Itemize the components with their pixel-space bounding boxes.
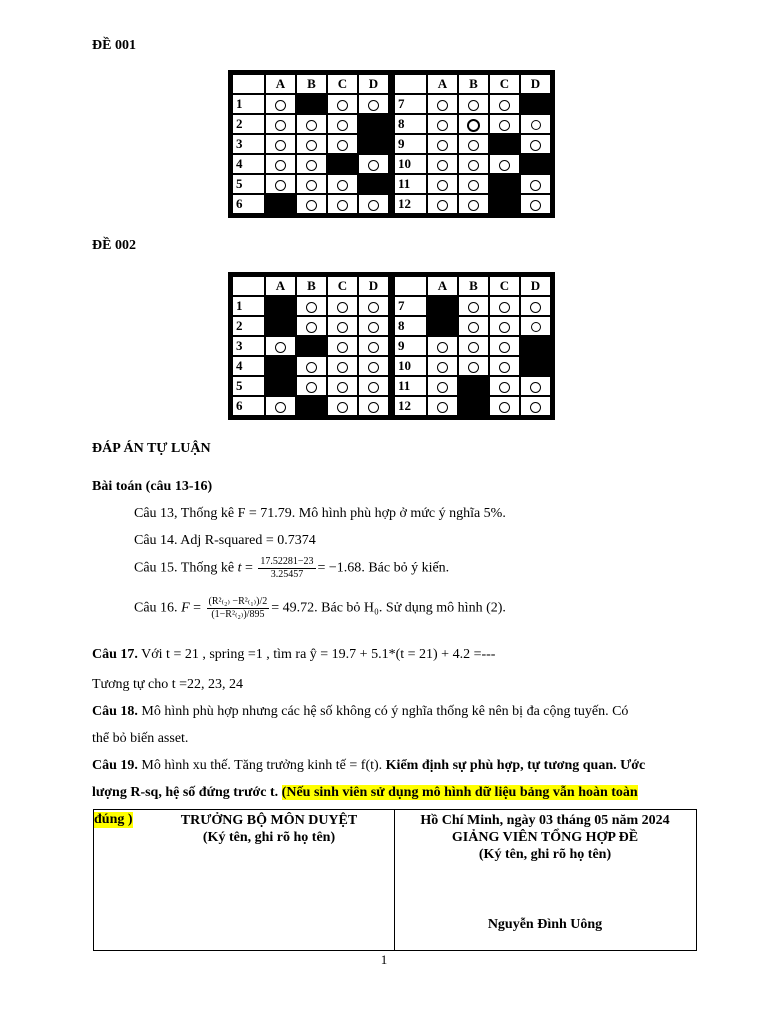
column-header: B (297, 277, 326, 295)
selected-answer-cell (428, 297, 457, 315)
answer-bubble (337, 302, 348, 313)
answer-bubble (530, 402, 541, 413)
answer-bubble (337, 200, 348, 211)
answer-bubble (437, 100, 448, 111)
q15-suffix: . Bác bỏ ý kiến. (361, 560, 450, 576)
answer-bubble (437, 140, 448, 151)
column-header: D (521, 75, 550, 93)
answer-bubble (530, 200, 541, 211)
answer-cell (297, 175, 326, 193)
question-number: 5 (233, 377, 264, 395)
answer-cell (428, 95, 457, 113)
answer-cell (328, 297, 357, 315)
column-header: A (266, 75, 295, 93)
answer-cell (459, 155, 488, 173)
column-header: D (521, 277, 550, 295)
department-head-block (144, 812, 394, 846)
lecturer-title: GIẢNG VIÊN TỔNG HỢP ĐỀ (451, 830, 639, 845)
answer-bubble (437, 200, 448, 211)
answer-cell (490, 317, 519, 335)
answer-cell (521, 377, 550, 395)
answer-grid (231, 275, 552, 417)
answer-sheet-de-001 (228, 70, 555, 218)
answer-bubble (368, 322, 379, 333)
answer-cell (328, 95, 357, 113)
answer-cell (490, 155, 519, 173)
answer-bubble (337, 322, 348, 333)
answer-bubble (306, 120, 317, 131)
q19-text: Mô hình xu thế. Tăng trưởng kinh tế = f(t). (137, 758, 386, 773)
answer-bubble (437, 342, 448, 353)
q19-label: Câu 19. (92, 758, 138, 773)
answer-bubble (337, 342, 348, 353)
question-number: 1 (233, 297, 264, 315)
column-header: C (490, 277, 519, 295)
page-number: 1 (380, 952, 388, 967)
selected-answer-cell (490, 135, 519, 153)
answer-bubble (275, 120, 286, 131)
answer-cell (297, 155, 326, 173)
selected-answer-cell (297, 337, 326, 355)
answer-bubble (368, 160, 379, 171)
q16-prefix: Câu 16. (134, 600, 178, 616)
selected-answer-cell (297, 95, 326, 113)
department-head-sign-note: (Ký tên, ghi rõ họ tên) (202, 830, 336, 845)
answer-bubble (306, 140, 317, 151)
q16-fraction (207, 596, 270, 621)
column-header: B (297, 75, 326, 93)
answer-q19 (92, 758, 696, 774)
answer-cell (359, 95, 388, 113)
department-head-title: TRƯỞNG BỘ MÔN DUYỆT (180, 813, 358, 828)
selected-answer-cell (266, 377, 295, 395)
answer-bubble (530, 140, 541, 151)
answer-bubble (275, 100, 286, 111)
answer-cell (266, 115, 295, 133)
q16-suffix: . Bác bỏ H₀. Sử dụng mô hình (2). (314, 600, 506, 616)
answer-cell (459, 195, 488, 213)
answer-bubble (499, 120, 510, 131)
answer-bubble (530, 382, 541, 393)
grid-separator (390, 135, 393, 153)
answer-cell (428, 195, 457, 213)
answer-bubble (337, 140, 348, 151)
answer-q17-continued: Tương tự cho t =22, 23, 24 (92, 677, 244, 692)
answer-cell (328, 195, 357, 213)
answer-row (233, 155, 550, 173)
answer-bubble (437, 402, 448, 413)
answer-bubble (337, 120, 348, 131)
question-number: 2 (233, 317, 264, 335)
answer-cell (459, 175, 488, 193)
answer-cell (328, 175, 357, 193)
q16-eq: = (193, 600, 202, 616)
corner-cell (395, 277, 426, 295)
answer-cell (459, 95, 488, 113)
selected-answer-cell (521, 337, 550, 355)
answer-cell (428, 397, 457, 415)
answer-row (233, 175, 550, 193)
answer-q16 (134, 596, 738, 621)
answer-cell (490, 115, 519, 133)
q17-label: Câu 17. (92, 647, 138, 662)
answer-q15 (134, 556, 738, 581)
answer-bubble (468, 180, 479, 191)
answer-row (233, 377, 550, 395)
q16-numerator: (R²₍₂₎ −R²₍₁₎)/2 (208, 596, 268, 607)
grid-separator (390, 195, 393, 213)
answer-cell (328, 397, 357, 415)
column-header: D (359, 277, 388, 295)
selected-answer-cell (359, 175, 388, 193)
corner-cell (395, 75, 426, 93)
answer-bubble (368, 342, 379, 353)
grid-separator (390, 357, 393, 375)
q18-text: Mô hình phù hợp nhưng các hệ số không có ý nghĩa thống kê nên bị đa cộng tuyến. Có (137, 704, 629, 719)
answer-cell (297, 195, 326, 213)
q15-var: t (237, 560, 242, 576)
corner-cell (233, 75, 264, 93)
lecturer-name: Nguyễn Đình Uông (487, 917, 603, 932)
answer-bubble (467, 119, 480, 132)
answer-bubble (368, 302, 379, 313)
answer-bubble (275, 342, 286, 353)
answer-bubble (368, 200, 379, 211)
answer-cell (359, 155, 388, 173)
column-header: B (459, 277, 488, 295)
answer-cell (490, 337, 519, 355)
answer-bubble (275, 160, 286, 171)
question-number: 6 (233, 195, 264, 213)
answer-bubble (275, 402, 286, 413)
answer-bubble (530, 302, 541, 313)
answer-row (233, 337, 550, 355)
answer-bubble (468, 200, 479, 211)
answer-bubble (337, 362, 348, 373)
answer-grid-header (233, 75, 550, 93)
selected-answer-cell (521, 155, 550, 173)
answer-cell (266, 155, 295, 173)
answer-bubble (468, 322, 479, 333)
q18-label: Câu 18. (92, 704, 138, 719)
answer-cell (266, 95, 295, 113)
answer-grid-header (233, 277, 550, 295)
q16-result: = 49.72 (271, 600, 315, 616)
answer-bubble (468, 362, 479, 373)
selected-answer-cell (328, 155, 357, 173)
question-number: 6 (233, 397, 264, 415)
answer-bubble (306, 180, 317, 191)
question-number: 9 (395, 337, 426, 355)
answer-bubble (499, 382, 510, 393)
answer-bubble (531, 322, 541, 332)
answer-cell (328, 115, 357, 133)
answer-row (233, 115, 550, 133)
answer-bubble (437, 362, 448, 373)
answer-cell (521, 175, 550, 193)
answer-cell (428, 377, 457, 395)
column-header: B (459, 75, 488, 93)
answer-q13: Câu 13, Thống kê F = 71.79. Mô hình phù hợp ở mức ý nghĩa 5%. (134, 506, 506, 521)
answer-row (233, 95, 550, 113)
answer-row (233, 317, 550, 335)
answer-bubble (437, 160, 448, 171)
answer-bubble (275, 140, 286, 151)
answer-cell (459, 297, 488, 315)
answer-cell (297, 297, 326, 315)
problem-title: Bài toán (câu 13-16) (92, 479, 213, 494)
answer-cell (490, 397, 519, 415)
answer-cell (428, 155, 457, 173)
question-number: 8 (395, 317, 426, 335)
answer-cell (359, 357, 388, 375)
answer-cell (328, 337, 357, 355)
answer-cell (266, 135, 295, 153)
answer-bubble (499, 322, 510, 333)
answer-bubble (368, 100, 379, 111)
answer-bubble (468, 342, 479, 353)
selected-answer-cell (266, 357, 295, 375)
answer-bubble (437, 120, 448, 131)
question-number: 1 (233, 95, 264, 113)
selected-answer-cell (266, 317, 295, 335)
answer-row (233, 135, 550, 153)
question-number: 3 (233, 135, 264, 153)
exam-code-2-title: ĐỀ 002 (92, 238, 136, 253)
answer-bubble (368, 382, 379, 393)
answer-bubble (306, 322, 317, 333)
answer-bubble (468, 302, 479, 313)
exam-code-1-title: ĐỀ 001 (92, 38, 136, 53)
answer-cell (266, 175, 295, 193)
answer-q18 (92, 704, 696, 720)
question-number: 3 (233, 337, 264, 355)
answer-bubble (468, 160, 479, 171)
answer-cell (459, 135, 488, 153)
essay-answer-title: ĐÁP ÁN TỰ LUẬN (92, 441, 211, 456)
answer-bubble (499, 302, 510, 313)
q19-highlight: (Nếu sinh viên sử dụng mô hình dữ liệu bảng vẫn hoàn toàn (281, 785, 638, 800)
answer-sheet-de-002 (228, 272, 555, 420)
signature-date: Hồ Chí Minh, ngày 03 tháng 05 năm 2024 (420, 813, 670, 828)
answer-cell (521, 135, 550, 153)
answer-bubble (499, 100, 510, 111)
answer-cell (266, 337, 295, 355)
answer-cell (297, 377, 326, 395)
q15-fraction (258, 556, 315, 581)
answer-row (233, 397, 550, 415)
answer-bubble (306, 362, 317, 373)
answer-cell (490, 95, 519, 113)
column-header: A (428, 277, 457, 295)
selected-answer-cell (521, 95, 550, 113)
q15-prefix: Câu 15. Thống kê (134, 560, 235, 576)
column-header: D (359, 75, 388, 93)
answer-cell (359, 337, 388, 355)
answer-bubble (468, 100, 479, 111)
grid-separator (390, 175, 393, 193)
q15-eq: = (244, 560, 253, 576)
q15-denominator: 3.25457 (270, 569, 304, 580)
answer-q14: Câu 14. Adj R-squared = 0.7374 (134, 533, 316, 548)
selected-answer-cell (266, 297, 295, 315)
column-header: A (428, 75, 457, 93)
answer-cell (428, 135, 457, 153)
column-header: C (328, 277, 357, 295)
answer-q19-continued (92, 785, 696, 801)
answer-cell (521, 195, 550, 213)
question-number: 10 (395, 155, 426, 173)
question-number: 4 (233, 155, 264, 173)
q15-result: = −1.68 (317, 560, 362, 576)
answer-bubble (337, 402, 348, 413)
answer-bubble (337, 382, 348, 393)
grid-separator (390, 277, 393, 295)
question-number: 4 (233, 357, 264, 375)
question-number: 8 (395, 115, 426, 133)
q17-text: Với t = 21 , spring =1 , tìm ra ŷ = 19.7 + 5.1*(t = 21) + 4.2 =--- (137, 647, 496, 662)
question-number: 10 (395, 357, 426, 375)
answer-row (233, 357, 550, 375)
column-header: A (266, 277, 295, 295)
selected-answer-cell (359, 135, 388, 153)
column-header: C (328, 75, 357, 93)
answer-bubble (499, 402, 510, 413)
answer-cell (297, 135, 326, 153)
question-number: 2 (233, 115, 264, 133)
answer-bubble (530, 180, 541, 191)
selected-answer-cell (490, 175, 519, 193)
corner-cell (233, 277, 264, 295)
answer-bubble (468, 140, 479, 151)
q16-denominator: (1−R²₍₂₎)/895 (211, 609, 265, 620)
selected-answer-cell (459, 377, 488, 395)
answer-cell (266, 397, 295, 415)
answer-bubble (437, 382, 448, 393)
answer-cell (297, 317, 326, 335)
question-number: 7 (395, 297, 426, 315)
answer-bubble (499, 342, 510, 353)
answer-cell (428, 337, 457, 355)
lecturer-sign-note: (Ký tên, ghi rõ họ tên) (478, 847, 612, 862)
question-number: 7 (395, 95, 426, 113)
answer-cell (359, 195, 388, 213)
question-number: 12 (395, 397, 426, 415)
grid-separator (390, 155, 393, 173)
answer-cell (428, 357, 457, 375)
grid-separator (390, 377, 393, 395)
q15-numerator: 17.52281−23 (260, 556, 314, 567)
column-header: C (490, 75, 519, 93)
answer-bubble (306, 200, 317, 211)
grid-separator (390, 297, 393, 315)
answer-cell (297, 115, 326, 133)
q16-var: F (181, 600, 190, 616)
signature-table (93, 809, 697, 951)
question-number: 12 (395, 195, 426, 213)
answer-cell (328, 357, 357, 375)
answer-cell (490, 297, 519, 315)
answer-q17 (92, 647, 696, 663)
grid-separator (390, 397, 393, 415)
answer-cell (521, 297, 550, 315)
question-number: 11 (395, 175, 426, 193)
grid-separator (390, 95, 393, 113)
answer-bubble (306, 302, 317, 313)
grid-separator (390, 115, 393, 133)
answer-cell (490, 357, 519, 375)
selected-answer-cell (428, 317, 457, 335)
answer-cell (459, 337, 488, 355)
answer-cell (328, 377, 357, 395)
answer-cell (521, 115, 550, 133)
answer-cell (521, 317, 550, 335)
selected-answer-cell (490, 195, 519, 213)
answer-bubble (275, 180, 286, 191)
answer-cell (359, 397, 388, 415)
answer-cell (359, 297, 388, 315)
selected-answer-cell (521, 357, 550, 375)
answer-row (233, 297, 550, 315)
answer-grid (231, 73, 552, 215)
question-number: 9 (395, 135, 426, 153)
answer-cell (459, 115, 488, 133)
answer-cell (297, 357, 326, 375)
selected-answer-cell (359, 115, 388, 133)
answer-bubble (531, 120, 541, 130)
answer-bubble (368, 362, 379, 373)
answer-cell (328, 317, 357, 335)
selected-answer-cell (459, 397, 488, 415)
answer-bubble (306, 160, 317, 171)
grid-separator (390, 337, 393, 355)
answer-cell (428, 115, 457, 133)
answer-bubble (337, 180, 348, 191)
answer-bubble (499, 160, 510, 171)
question-number: 11 (395, 377, 426, 395)
grid-separator (390, 317, 393, 335)
answer-cell (359, 377, 388, 395)
answer-cell (521, 397, 550, 415)
question-number: 5 (233, 175, 264, 193)
selected-answer-cell (297, 397, 326, 415)
answer-bubble (337, 100, 348, 111)
answer-q18-continued: thể bỏ biến asset. (92, 731, 189, 746)
answer-bubble (306, 382, 317, 393)
q19-highlight-continued: đúng ) (94, 812, 133, 827)
answer-cell (490, 377, 519, 395)
answer-bubble (437, 180, 448, 191)
answer-cell (428, 175, 457, 193)
q19-bold-2: lượng R-sq, hệ số đứng trước t. (92, 785, 282, 800)
q19-bold: Kiểm định sự phù hợp, tự tương quan. Ước (385, 758, 646, 773)
answer-cell (328, 135, 357, 153)
answer-bubble (368, 402, 379, 413)
lecturer-block (395, 812, 695, 863)
answer-cell (459, 357, 488, 375)
grid-separator (390, 75, 393, 93)
answer-row (233, 195, 550, 213)
answer-bubble (499, 362, 510, 373)
answer-cell (459, 317, 488, 335)
selected-answer-cell (266, 195, 295, 213)
answer-cell (359, 317, 388, 335)
